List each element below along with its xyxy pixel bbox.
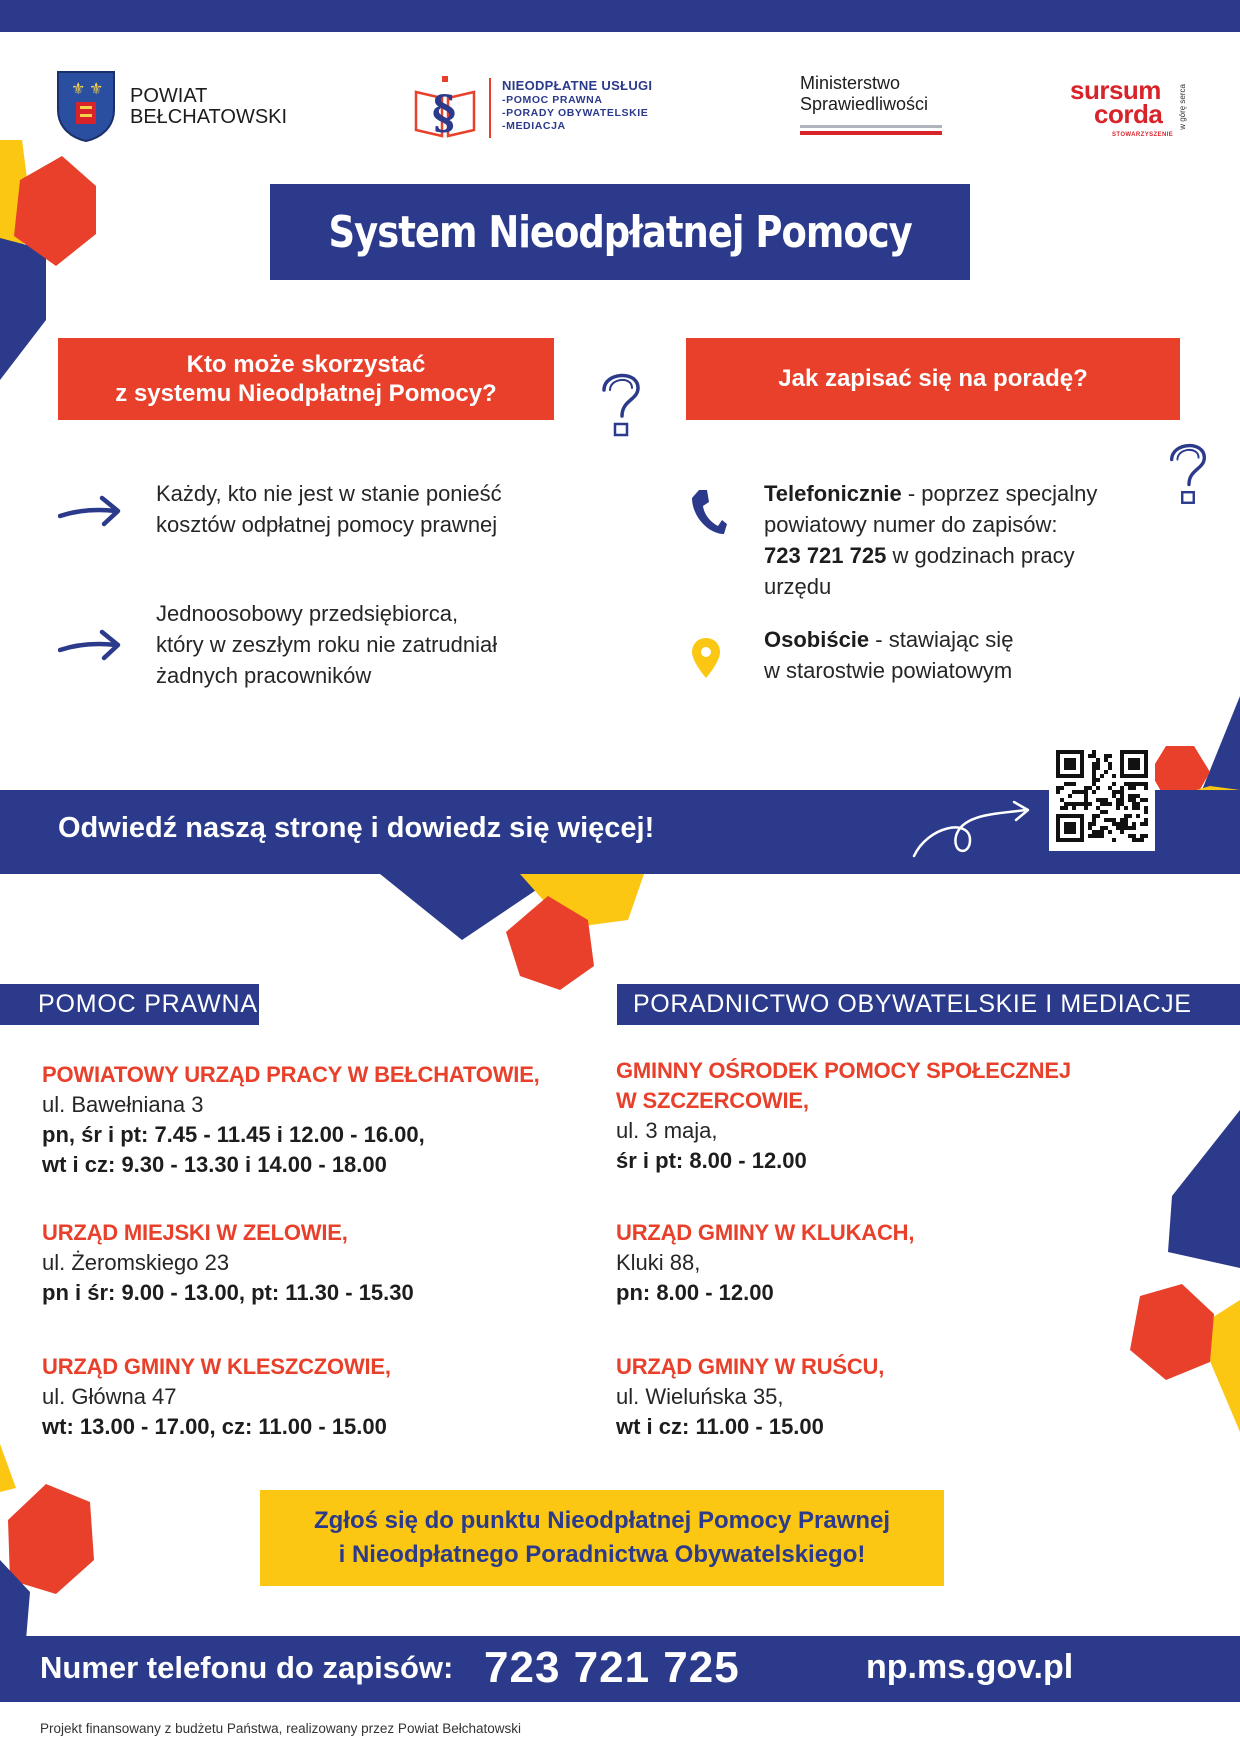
sursum-corda-logo	[1070, 75, 1190, 144]
ms-grey-line	[800, 125, 942, 128]
office-address: ul. Żeromskiego 23	[42, 1250, 230, 1275]
svg-text:§: §	[432, 85, 457, 139]
website-link[interactable]: np.ms.gov.pl	[866, 1648, 1074, 1686]
legal-aid-heading-text: POMOC PRAWNA	[38, 990, 258, 1018]
phone-number-inline: 723 721 725	[764, 543, 887, 568]
who-item-2-line3: żadnych pracowników	[156, 663, 372, 688]
phone-line2: powiatowy numer do zapisów:	[764, 512, 1058, 537]
page-title: System Nieodpłatnej Pomocy	[328, 206, 912, 258]
how-phone	[764, 478, 1184, 602]
phone-icon	[690, 488, 728, 536]
office-address: ul. Główna 47	[42, 1384, 177, 1409]
legal-aid-heading	[0, 984, 259, 1025]
office-name: URZĄD MIEJSKI W ZELOWIE,	[42, 1220, 348, 1245]
civic-office-1	[616, 1056, 1176, 1176]
nieodplatne-logo	[412, 74, 682, 146]
office-address: ul. Bawełniana 3	[42, 1092, 204, 1117]
civic-office-2	[616, 1218, 1176, 1308]
office-hours: wt: 13.00 - 17.00, cz: 11.00 - 15.00	[42, 1414, 387, 1439]
svg-text:⚜: ⚜	[71, 79, 86, 98]
office-address: Kluki 88,	[616, 1250, 701, 1275]
office-name: POWIATOWY URZĄD PRACY W BEŁCHATOWIE,	[42, 1062, 540, 1087]
location-pin-icon	[690, 636, 722, 680]
office-hours: wt i cz: 9.30 - 13.30 i 14.00 - 18.00	[42, 1152, 387, 1177]
legal-office-3	[42, 1352, 582, 1442]
ms-line2: Sprawiedliwości	[800, 94, 929, 114]
paragraph-book-icon	[412, 74, 478, 142]
svg-text:⚜: ⚜	[89, 79, 104, 98]
ms-line1: Ministerstwo	[800, 73, 901, 93]
cta-line2: i Nieodpłatnego Poradnictwa Obywatelskiego!	[338, 1541, 866, 1568]
call-to-action	[260, 1490, 944, 1586]
nieodp-line1: NIEODPŁATNE USŁUGI	[502, 78, 653, 93]
who-heading-line2: z systemu Nieodpłatnej Pomocy?	[115, 380, 497, 407]
who-item-2-line2: który w zeszłym roku nie zatrudniał	[156, 632, 498, 657]
sursum-word: sursum	[1070, 75, 1161, 105]
civic-heading	[617, 984, 1240, 1025]
personal-rest1: - stawiając się	[869, 627, 1014, 652]
corda-word: corda	[1094, 99, 1163, 129]
office-hours: pn: 8.00 - 12.00	[616, 1280, 774, 1305]
nieodp-line2: -POMOC PRAWNA	[502, 94, 603, 106]
sursum-vertical: w górę serca	[1178, 84, 1187, 130]
phone-label: Numer telefonu do zapisów:	[40, 1650, 454, 1685]
who-item-2-line1: Jednoosobowy przedsiębiorca,	[156, 601, 459, 626]
arrow-right-icon	[58, 494, 122, 528]
who-heading	[58, 338, 554, 420]
office-hours: pn i śr: 9.00 - 13.00, pt: 11.30 - 15.30	[42, 1280, 414, 1305]
how-heading	[686, 338, 1180, 420]
powiat-line2: BEŁCHATOWSKI	[130, 106, 288, 128]
who-item-2	[156, 598, 596, 691]
cta-line1: Zgłoś się do punktu Nieodpłatnej Pomocy Prawnej	[313, 1507, 891, 1534]
how-heading-text: Jak zapisać się na poradę?	[778, 365, 1088, 392]
coat-of-arms-icon	[56, 70, 116, 142]
title-banner	[270, 184, 970, 280]
powiat-logo	[56, 68, 296, 144]
who-heading-line1: Kto może skorzystać	[186, 351, 426, 378]
office-name: W SZCZERCOWIE,	[616, 1088, 809, 1113]
who-item-1-line2: kosztów odpłatnej pomocy prawnej	[156, 512, 498, 537]
office-hours: pn, śr i pt: 7.45 - 11.45 i 12.00 - 16.00,	[42, 1122, 425, 1147]
phone-line4: urzędu	[764, 574, 832, 599]
qr-code[interactable]	[1049, 743, 1155, 851]
phone-rest1: - poprzez specjalny	[901, 481, 1098, 506]
office-hours: wt i cz: 11.00 - 15.00	[616, 1414, 824, 1439]
powiat-line1: POWIAT	[130, 85, 208, 107]
nieodp-line4: -MEDIACJA	[502, 120, 566, 132]
top-bar	[0, 0, 1240, 32]
question-mark-icon	[596, 368, 646, 440]
office-name: GMINNY OŚRODEK POMOCY SPOŁECZNEJ	[616, 1058, 1071, 1083]
office-name: URZĄD GMINY W KLESZCZOWIE,	[42, 1354, 391, 1379]
how-personal	[764, 624, 1184, 686]
who-item-1-line1: Każdy, kto nie jest w stanie ponieść	[156, 481, 502, 506]
office-name: URZĄD GMINY W KLUKACH,	[616, 1220, 915, 1245]
legal-office-1	[42, 1060, 582, 1180]
logo-separator	[489, 78, 491, 138]
visit-text[interactable]: Odwiedź naszą stronę i dowiedz się więcej!	[58, 812, 655, 844]
ministerstwo-logo	[800, 73, 950, 137]
nieodp-line3: -PORADY OBYWATELSKIE	[502, 107, 649, 119]
arrow-right-icon	[58, 628, 122, 662]
office-address: ul. Wieluńska 35,	[616, 1384, 784, 1409]
qr-code-icon	[1056, 750, 1148, 842]
who-item-1	[156, 478, 596, 540]
phone-rest3: w godzinach pracy	[886, 543, 1075, 568]
personal-bold: Osobiście	[764, 627, 870, 652]
office-address: ul. 3 maja,	[616, 1118, 718, 1143]
personal-line2: w starostwie powiatowym	[764, 658, 1013, 683]
phone-number[interactable]: 723 721 725	[484, 1643, 740, 1692]
office-hours: śr i pt: 8.00 - 12.00	[616, 1148, 807, 1173]
legal-office-2	[42, 1218, 582, 1308]
ms-red-line	[800, 131, 942, 135]
curly-arrow-icon	[910, 796, 1034, 862]
sursum-sub: STOWARZYSZENIE	[1112, 132, 1174, 138]
civic-office-3	[616, 1352, 1176, 1442]
phone-bold: Telefonicznie	[764, 481, 902, 506]
office-name: URZĄD GMINY W RUŚCU,	[616, 1354, 885, 1379]
civic-heading-text: PORADNICTWO OBYWATELSKIE I MEDIACJE	[633, 990, 1192, 1018]
funding-note: Projekt finansowany z budżetu Państwa, realizowany przez Powiat Bełchatowski	[40, 1721, 521, 1736]
